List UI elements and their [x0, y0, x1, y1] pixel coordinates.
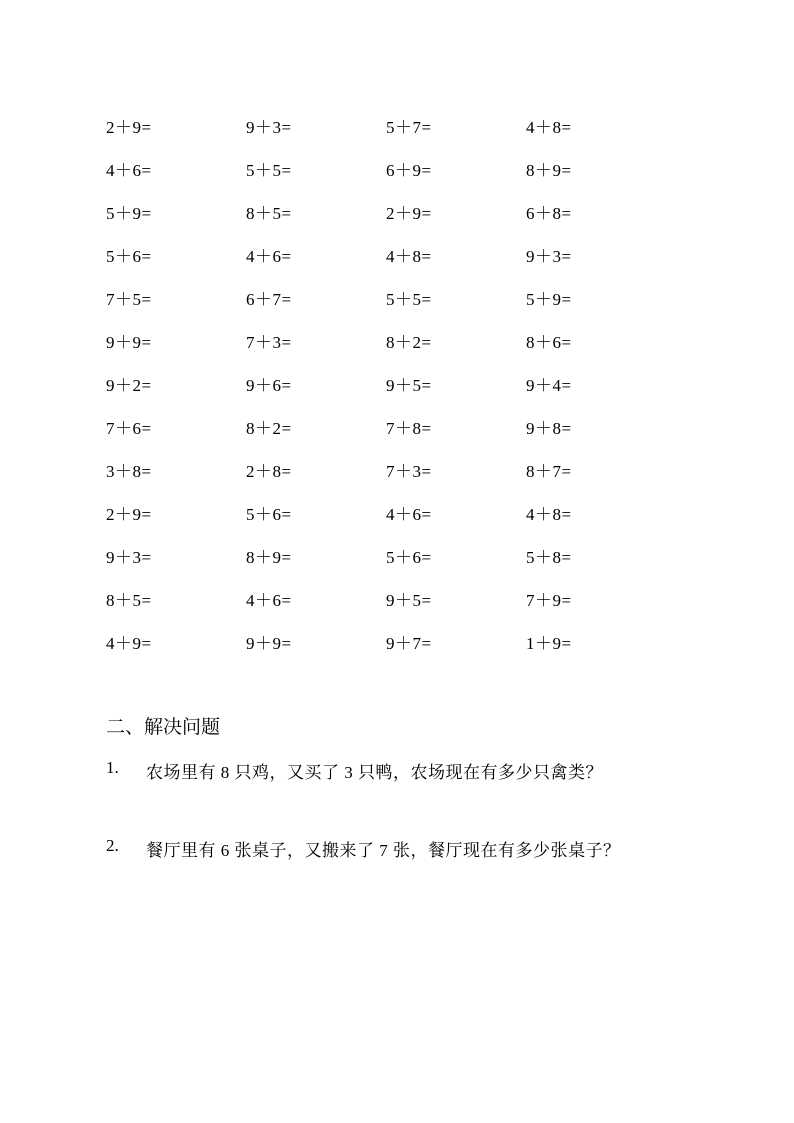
- exercise-item: 5＋5=: [246, 161, 292, 180]
- exercise-item: 8＋6=: [526, 333, 572, 352]
- exercise-item: 4＋6=: [106, 161, 152, 180]
- exercise-item: 9＋3=: [106, 548, 152, 567]
- exercise-row: [106, 405, 666, 448]
- exercise-item: 8＋7=: [526, 462, 572, 481]
- exercise-item: 7＋9=: [526, 591, 572, 610]
- exercise-item: 9＋3=: [246, 118, 292, 137]
- exercise-item: 9＋5=: [386, 591, 432, 610]
- exercise-item: 4＋9=: [106, 634, 152, 653]
- exercise-row: [106, 147, 666, 190]
- exercise-item: 9＋4=: [526, 376, 572, 395]
- exercise-item: 4＋6=: [246, 591, 292, 610]
- exercise-item: 9＋9=: [106, 333, 152, 352]
- exercise-item: 9＋5=: [386, 376, 432, 395]
- exercise-row: [106, 577, 666, 620]
- exercise-item: 8＋9=: [526, 161, 572, 180]
- exercise-item: 7＋8=: [386, 419, 432, 438]
- section-title: 二、解决问题: [106, 717, 221, 738]
- exercise-row: [106, 491, 666, 534]
- exercise-item: 9＋9=: [246, 634, 292, 653]
- exercise-item: 2＋8=: [246, 462, 292, 481]
- exercise-row: [106, 448, 666, 491]
- exercise-item: 2＋9=: [386, 204, 432, 223]
- exercise-row: [106, 620, 666, 663]
- exercise-item: 2＋9=: [106, 505, 152, 524]
- exercise-item: 5＋5=: [386, 290, 432, 309]
- exercise-item: 5＋9=: [526, 290, 572, 309]
- exercise-row: [106, 190, 666, 233]
- exercise-item: 4＋8=: [526, 118, 572, 137]
- exercise-item: 7＋5=: [106, 290, 152, 309]
- problem-number: 1.: [106, 758, 119, 777]
- exercise-item: 7＋3=: [246, 333, 292, 352]
- exercise-row: [106, 362, 666, 405]
- exercise-item: 7＋3=: [386, 462, 432, 481]
- exercise-item: 9＋8=: [526, 419, 572, 438]
- exercise-item: 5＋7=: [386, 118, 432, 137]
- exercise-item: 8＋5=: [106, 591, 152, 610]
- exercise-item: 9＋7=: [386, 634, 432, 653]
- exercise-row: [106, 104, 666, 147]
- exercise-item: 9＋2=: [106, 376, 152, 395]
- problem-text: 农场里有 8 只鸡，又买了 3 只鸭，农场现在有多少只禽类？: [146, 763, 603, 782]
- exercise-item: 6＋7=: [246, 290, 292, 309]
- exercise-item: 5＋9=: [106, 204, 152, 223]
- exercise-item: 1＋9=: [526, 634, 572, 653]
- exercise-row: [106, 276, 666, 319]
- exercise-item: 9＋6=: [246, 376, 292, 395]
- exercise-item: 8＋9=: [246, 548, 292, 567]
- exercise-item: 5＋8=: [526, 548, 572, 567]
- exercise-item: 9＋3=: [526, 247, 572, 266]
- exercise-item: 3＋8=: [106, 462, 152, 481]
- exercise-item: 5＋6=: [246, 505, 292, 524]
- exercise-item: 6＋8=: [526, 204, 572, 223]
- exercise-item: 6＋9=: [386, 161, 432, 180]
- exercise-item: 4＋8=: [386, 247, 432, 266]
- exercise-row: [106, 233, 666, 276]
- problem-text: 餐厅里有 6 张桌子，又搬来了 7 张，餐厅现在有多少张桌子？: [146, 841, 621, 860]
- exercise-item: 7＋6=: [106, 419, 152, 438]
- exercise-item: 5＋6=: [106, 247, 152, 266]
- exercise-row: [106, 534, 666, 577]
- exercise-item: 4＋6=: [386, 505, 432, 524]
- exercise-item: 4＋6=: [246, 247, 292, 266]
- exercise-item: 2＋9=: [106, 118, 152, 137]
- word-problem: [106, 836, 621, 861]
- word-problem: [106, 758, 603, 783]
- addition-exercise-grid: [106, 104, 666, 663]
- exercise-item: 4＋8=: [526, 505, 572, 524]
- exercise-item: 8＋5=: [246, 204, 292, 223]
- exercise-row: [106, 319, 666, 362]
- exercise-item: 8＋2=: [386, 333, 432, 352]
- exercise-item: 5＋6=: [386, 548, 432, 567]
- problem-number: 2.: [106, 836, 119, 855]
- exercise-item: 8＋2=: [246, 419, 292, 438]
